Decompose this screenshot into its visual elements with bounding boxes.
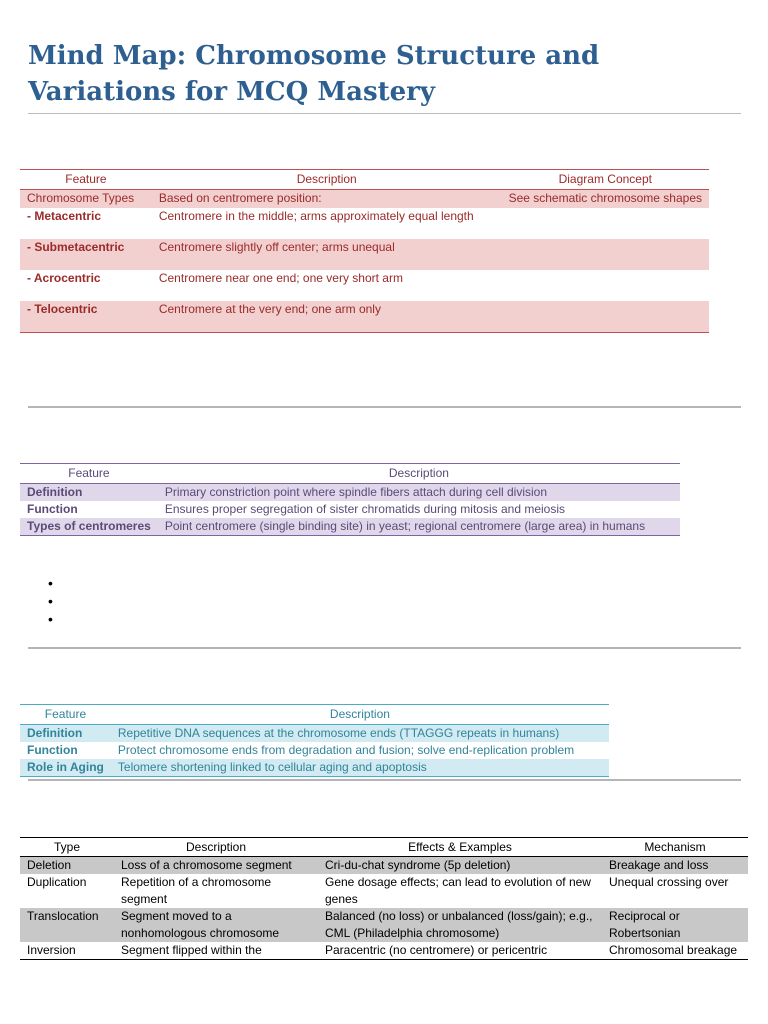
title-underline: [28, 113, 741, 114]
type-cell: Inversion: [27, 943, 76, 957]
description-cell: Segment flipped within the: [121, 943, 262, 957]
table-row: [20, 874, 748, 908]
description-cell: Centromere near one end; one very short arm: [158, 271, 403, 285]
table-row: [20, 518, 680, 536]
section-divider: [28, 779, 741, 781]
type-cell: Duplication: [27, 875, 87, 889]
list-item: [48, 574, 248, 592]
diagram-concept-cell: See schematic chromosome shapes: [502, 190, 709, 209]
feature-cell: Definition: [20, 484, 158, 502]
description-cell: Point centromere (single binding site) in yeast; regional centromere (large area) in humans: [158, 518, 680, 536]
structural-variations-table: [20, 837, 748, 960]
type-cell: Translocation: [20, 908, 114, 942]
table-row: [20, 239, 709, 270]
table-header-row: [20, 838, 748, 857]
table-row: [20, 742, 609, 759]
description-cell: Repetition of a chromosome segment: [121, 875, 272, 906]
table-row: [20, 725, 609, 743]
description-cell: Protect chromosome ends from degradation and fusion; solve end-replication problem: [117, 743, 575, 757]
mechanism-cell: Reciprocal or Robertsonian: [602, 908, 748, 942]
diagram-concept-cell: [502, 301, 709, 333]
type-cell: Deletion: [20, 857, 114, 875]
description-cell: Telomere shortening linked to cellular aging and apoptosis: [111, 759, 609, 777]
table-header-row: [20, 464, 680, 484]
table-row: [20, 484, 680, 502]
column-header: Description: [114, 838, 318, 857]
column-header: Type: [20, 838, 114, 857]
table-row: [20, 759, 609, 777]
description-cell: Centromere in the middle; arms approximately equal length: [158, 209, 474, 223]
table-header-row: [20, 705, 609, 725]
feature-cell: - Submetacentric: [20, 239, 152, 270]
section-divider: [28, 647, 741, 649]
description-cell: Loss of a chromosome segment: [114, 857, 318, 875]
column-header: Description: [111, 705, 609, 725]
feature-cell: - Metacentric: [27, 209, 102, 223]
diagram-concept-cell: [502, 239, 709, 270]
column-header: Description: [158, 464, 680, 484]
telomere-table: [20, 704, 609, 777]
description-cell: Primary constriction point where spindle fibers attach during cell division: [158, 484, 680, 502]
description-cell: Repetitive DNA sequences at the chromosome ends (TTAGGG repeats in humans): [111, 725, 609, 743]
column-header: Effects & Examples: [318, 838, 602, 857]
chromosome-types-table: [20, 169, 709, 333]
table-row: [20, 270, 709, 301]
table-row: [20, 301, 709, 333]
column-header: Feature: [20, 464, 158, 484]
table-row: [20, 501, 680, 518]
description-cell: Segment moved to a nonhomologous chromosome: [114, 908, 318, 942]
description-cell: Based on centromere position:: [152, 190, 502, 209]
mechanism-cell: Unequal crossing over: [609, 875, 729, 889]
diagram-concept-cell: [502, 270, 709, 301]
feature-cell: Function: [27, 502, 78, 516]
effects-cell: Cri-du-chat syndrome (5p deletion): [318, 857, 602, 875]
feature-cell: Function: [27, 743, 78, 757]
page-title: Mind Map: Chromosome Structure and Variations for MCQ Mastery: [28, 41, 600, 107]
description-cell: Centromere slightly off center; arms unequal: [152, 239, 502, 270]
table-row: [20, 190, 709, 209]
effects-cell: Balanced (no loss) or unbalanced (loss/gain); e.g., CML (Philadelphia chromosome): [318, 908, 602, 942]
feature-cell: Role in Aging: [20, 759, 111, 777]
mechanism-cell: Breakage and loss: [602, 857, 748, 875]
table-row: [20, 908, 748, 942]
feature-cell: Types of centromeres: [20, 518, 158, 536]
empty-bullet-list: [48, 574, 248, 628]
feature-cell: - Acrocentric: [27, 271, 101, 285]
column-header: Feature: [20, 170, 152, 190]
effects-cell: Gene dosage effects; can lead to evolution of new genes: [325, 875, 591, 906]
list-item: [48, 592, 248, 610]
description-cell: Ensures proper segregation of sister chromatids during mitosis and meiosis: [164, 502, 566, 516]
diagram-concept-cell: [502, 208, 709, 239]
table-row: [20, 942, 748, 960]
column-header: Diagram Concept: [502, 170, 709, 190]
feature-cell: - Telocentric: [20, 301, 152, 333]
effects-cell: Paracentric (no centromere) or pericentric: [325, 943, 548, 957]
column-header: Mechanism: [602, 838, 748, 857]
table-header-row: [20, 170, 709, 190]
mechanism-cell: Chromosomal breakage: [609, 943, 738, 957]
description-cell: Centromere at the very end; one arm only: [152, 301, 502, 333]
feature-cell: Chromosome Types: [20, 190, 152, 209]
table-row: [20, 857, 748, 875]
table-row: [20, 208, 709, 239]
column-header: Description: [152, 170, 502, 190]
feature-cell: Definition: [20, 725, 111, 743]
column-header: Feature: [20, 705, 111, 725]
section-divider: [28, 406, 741, 408]
centromere-table: [20, 463, 680, 536]
list-item: [48, 610, 248, 628]
